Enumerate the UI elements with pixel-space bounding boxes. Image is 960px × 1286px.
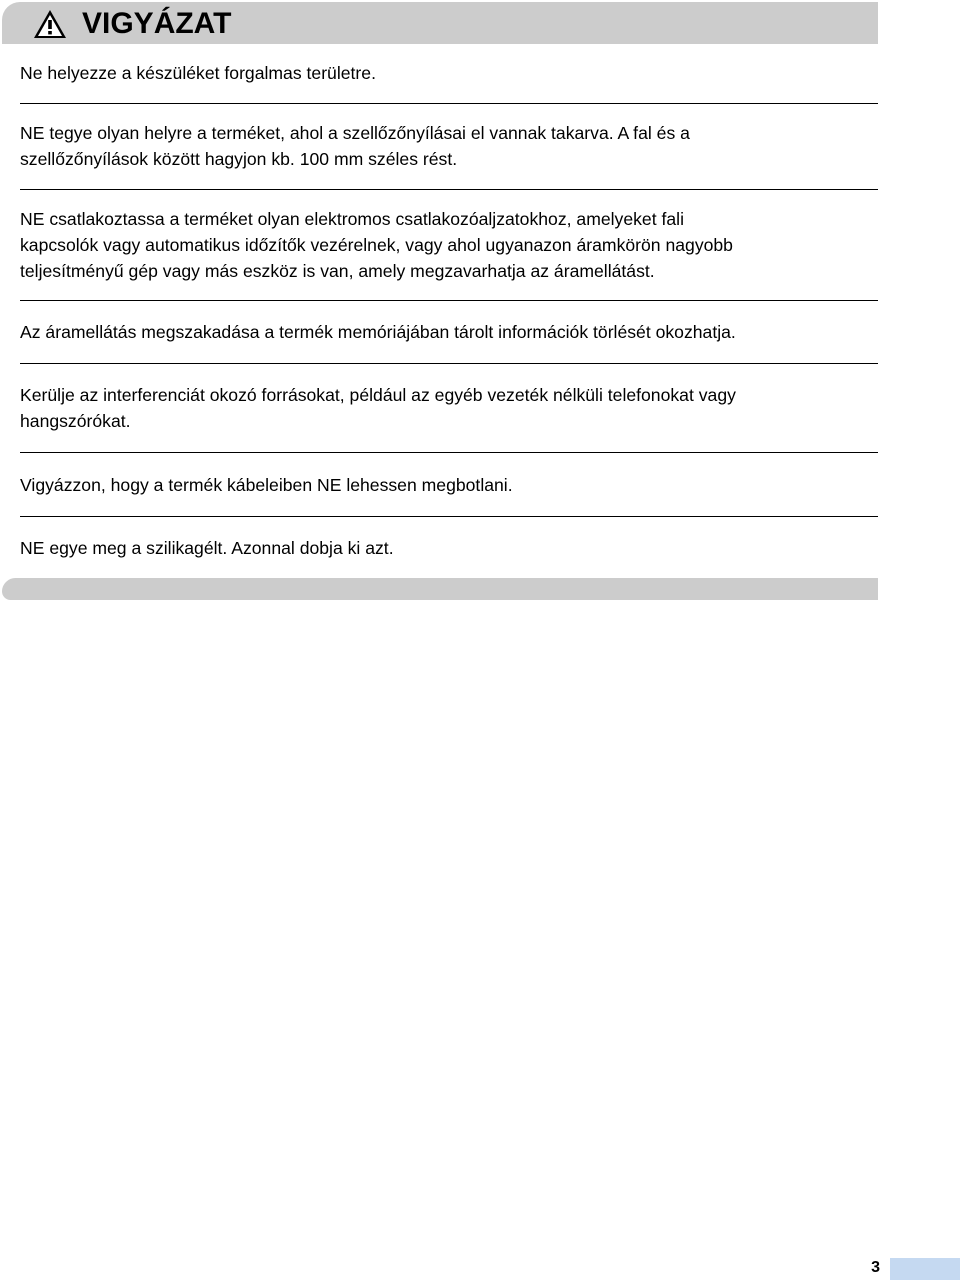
caution-item [20,517,878,561]
caution-footer [2,578,878,600]
caution-item-line: Vigyázzon, hogy a termék kábeleiben NE lehessen megbotlani. [20,475,513,495]
caution-item-line: hangszórókat. [20,411,131,431]
caution-item [20,190,878,300]
caution-item [20,44,878,103]
caution-item-line: Az áramellátás megszakadása a termék memóriájában tárolt információk törlését okozhatja. [20,322,736,342]
caution-item-line: szellőzőnyílások között hagyjon kb. 100 mm széles rést. [20,149,458,169]
caution-item [20,104,878,189]
caution-item-line: Kerülje az interferenciát okozó forrásokat, például az egyéb vezeték nélküli telefonokat vagy [20,385,736,405]
caution-item [20,453,878,516]
caution-box [2,2,878,600]
warning-triangle-icon [32,8,68,40]
caution-item-line: Ne helyezze a készüléket forgalmas területre. [20,63,376,83]
caution-title: VIGYÁZAT [82,7,232,40]
page-tab [890,1258,960,1280]
caution-body [20,44,878,561]
caution-item-line: NE csatlakoztassa a terméket olyan elektromos csatlakozóaljzatokhoz, amelyeket fali [20,209,684,229]
caution-item-line: NE tegye olyan helyre a terméket, ahol a szellőzőnyílásai el vannak takarva. A fal és a [20,123,690,143]
caution-item-line: NE egye meg a szilikagélt. Azonnal dobja ki azt. [20,538,394,558]
caution-item [20,301,878,363]
page-number: 3 [871,1259,880,1276]
caution-header [2,2,878,44]
caution-item [20,364,878,452]
caution-item-line: teljesítményű gép vagy más eszköz is van, amely megzavarhatja az áramellátást. [20,261,655,281]
caution-item-line: kapcsolók vagy automatikus időzítők vezérelnek, vagy ahol ugyanazon áramkörön nagyobb [20,235,733,255]
